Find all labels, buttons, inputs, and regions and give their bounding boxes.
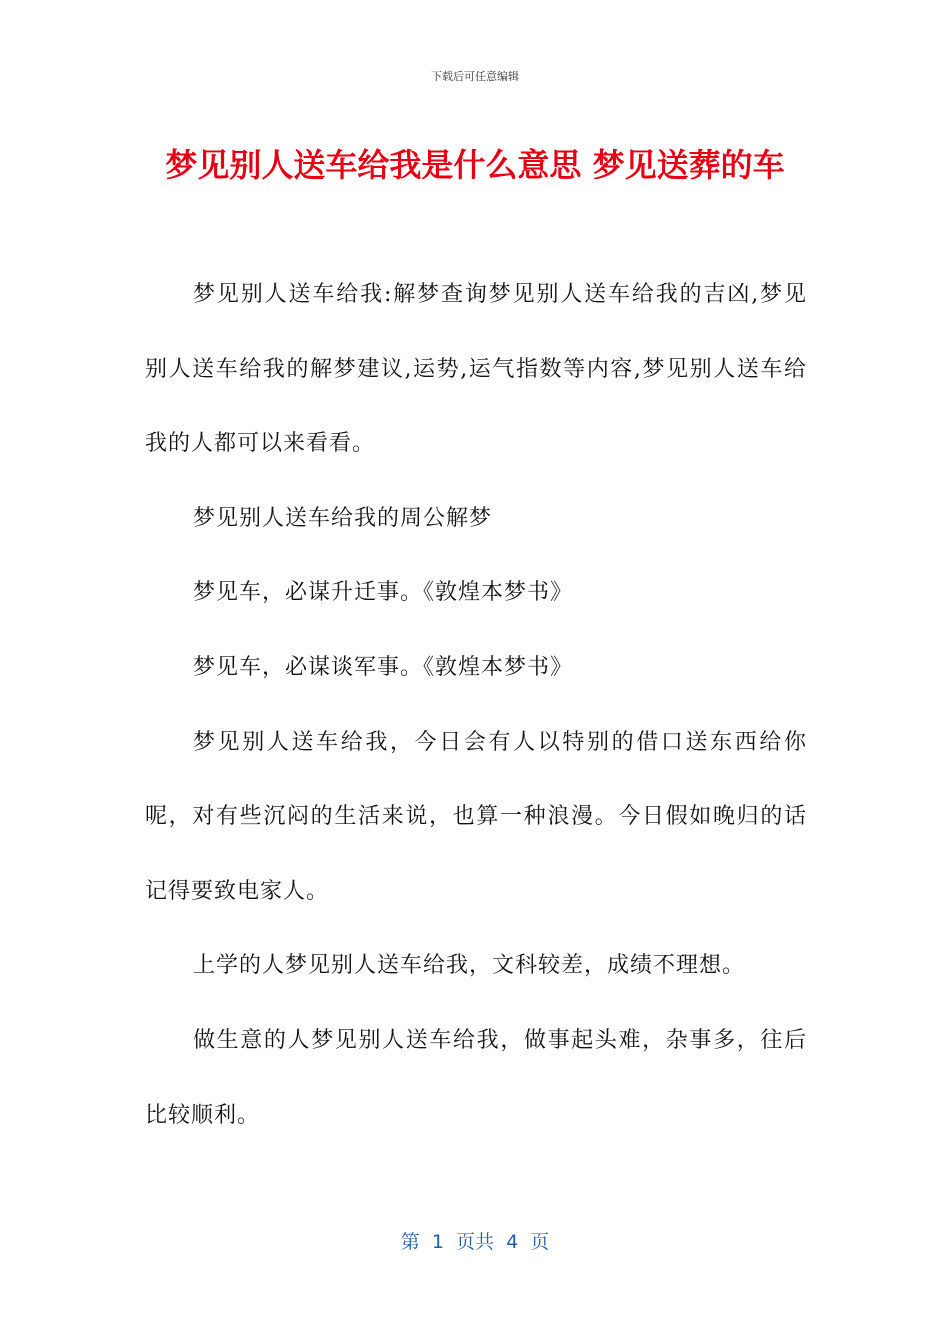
paragraph-students: 上学的人梦见别人送车给我，文科较差，成绩不理想。 bbox=[193, 953, 746, 979]
page-footer: 第 1 页共 4 页 bbox=[400, 1231, 550, 1253]
paragraph-heading: 梦见别人送车给我的周公解梦 bbox=[193, 505, 493, 531]
paragraph-quote-1: 梦见车，必谋升迁事。《敦煌本梦书》 bbox=[193, 580, 574, 606]
document-body bbox=[145, 258, 807, 1153]
header-note: 下载后可任意编辑 bbox=[431, 70, 519, 83]
paragraph-fortune: 梦见别人送车给我，今日会有人以特别的借口送东西给你呢，对有些沉闷的生活来说，也算一种浪漫。今日假如晚归的话记得要致电家人。 bbox=[145, 729, 807, 904]
paragraph-quote-2: 梦见车，必谋谈军事。《敦煌本梦书》 bbox=[193, 654, 574, 680]
page-title: 梦见别人送车给我是什么意思 梦见送葬的车 bbox=[165, 146, 785, 184]
paragraph-intro: 梦见别人送车给我:解梦查询梦见别人送车给我的吉凶,梦见别人送车给我的解梦建议,运势,运气指数等内容,梦见别人送车给我的人都可以来看看。 bbox=[145, 282, 807, 457]
paragraph-business: 做生意的人梦见别人送车给我，做事起头难，杂事多，往后比较顺利。 bbox=[145, 1027, 807, 1128]
